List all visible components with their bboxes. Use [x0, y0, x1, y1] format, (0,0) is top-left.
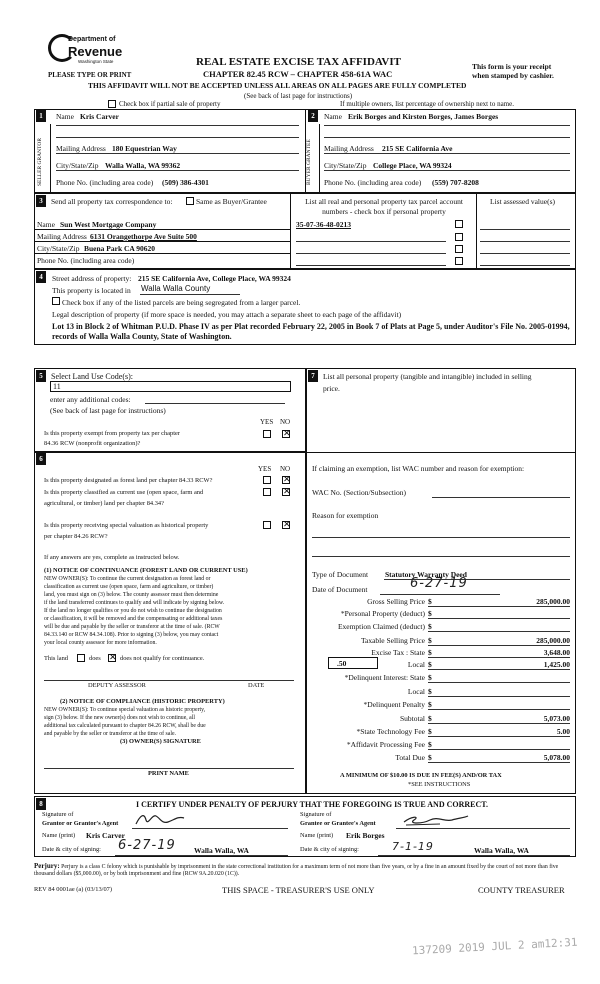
buyer-city[interactable]: College Place, WA 99324	[373, 161, 452, 170]
notice-line: your local county assessor for more information.	[44, 640, 157, 646]
sec5-see-back: (See back of last page for instructions)	[50, 406, 166, 415]
additional-codes-label: enter any additional codes:	[50, 395, 131, 404]
does-not-qualify-checkbox[interactable]: ✕	[109, 653, 117, 663]
land-use-code: 11	[53, 382, 61, 391]
corr-name-label: Name	[37, 220, 55, 229]
sec6-no-header: NO	[280, 465, 291, 473]
seller-phone-label: Phone No. (including area code)	[56, 178, 154, 187]
dollar-sign: $	[428, 727, 432, 736]
minimum-due-note: A MINIMUM OF $10.00 IS DUE IN FEE(S) AND/OR TAX	[340, 772, 502, 779]
notice-line: or classification, it will be removed and the compensating or additional taxes	[44, 616, 223, 622]
tax-label-excise-local: Local	[407, 660, 425, 669]
gross-selling-price[interactable]: 285,000.00	[536, 597, 570, 606]
perjury-notice	[34, 862, 576, 878]
notice-line: and payable by the seller or transferor at the time of sale.	[44, 731, 176, 737]
notice-line: NEW OWNER(S): To continue special valuation as historic property,	[44, 707, 206, 713]
owner-signature-label: (3) OWNER(S) SIGNATURE	[120, 738, 201, 745]
excise-tax-state[interactable]: 3,648.00	[543, 648, 570, 657]
doc-date-label: Date of Document	[312, 585, 368, 594]
same-as-buyer-checkbox[interactable]	[186, 197, 194, 205]
excise-tax-local[interactable]: 1,425.00	[543, 660, 570, 669]
forest-no-checkbox[interactable]: ✕	[283, 475, 291, 485]
tax-label-delinq-penalty: *Delinquent Penalty	[363, 700, 425, 709]
doc-type-label: Type of Document	[312, 570, 369, 579]
sec3-title: Send all property tax correspondence to:	[51, 197, 173, 206]
grantor-sig-label-1: Signature of	[42, 811, 74, 818]
forest-yes-checkbox[interactable]	[263, 476, 271, 484]
notice-compliance-title: (2) NOTICE OF COMPLIANCE (HISTORIC PROPERTY)	[60, 698, 225, 705]
segregated-label: Check box if any of the listed parcels are being segregated from a larger parcel.	[62, 298, 301, 307]
doc-type[interactable]: Statutory Warranty Deed	[385, 570, 467, 579]
personal-property-title-2: price.	[323, 384, 340, 393]
buyer-side-label: BUYER GRANTEE	[306, 139, 312, 185]
dollar-sign: $	[428, 700, 432, 709]
logo-line2: Revenue	[68, 44, 123, 59]
notice-line: sign (3) below. If the new owner(s) does not wish to continue, all	[44, 715, 195, 721]
tax-label-processing-fee: *Affidavit Processing Fee	[346, 740, 425, 749]
completion-warning: THIS AFFIDAVIT WILL NOT BE ACCEPTED UNLESS ALL AREAS ON ALL PAGES ARE FULLY COMPLETED	[88, 81, 467, 90]
grantee-sign-city[interactable]: Walla Walla, WA	[474, 846, 529, 855]
corr-city[interactable]: Buena Park CA 90620	[84, 244, 156, 253]
dollar-sign: $	[428, 660, 432, 669]
buyer-phone-label: Phone No. (including area code)	[324, 178, 422, 187]
form-title: REAL ESTATE EXCISE TAX AFFIDAVIT	[196, 56, 401, 68]
grantor-sign-city[interactable]: Walla Walla, WA	[194, 846, 249, 855]
section-5-badge: 5	[36, 370, 46, 382]
parcel-2-personal-checkbox[interactable]	[455, 233, 463, 241]
wac-label: WAC No. (Section/Subsection)	[312, 488, 406, 497]
dollar-sign: $	[428, 714, 432, 723]
historic-yes-checkbox[interactable]	[263, 521, 271, 529]
seller-city[interactable]: Walla Walla, WA 99362	[105, 161, 181, 170]
grantee-date-label: Date & city of signing:	[300, 846, 359, 853]
tax-label-delinq-interest-state: *Delinquent Interest: State	[344, 673, 425, 682]
historic-question: Is this property receiving special valuation as historical property	[44, 522, 209, 529]
perjury-text-1: Perjury is a class C felony which is punishable by imprisonment in the state correctional institution for a maximum term of not more than five years, or by	[61, 864, 420, 870]
this-land-label: This land	[44, 655, 68, 662]
perjury-text-2: a fine in an amount fixed by the court of not more than five thousand dollars ($5,000.00), or by both imprisonment and fine (RCW 9A.20.020 (1C)).	[34, 864, 559, 877]
reason-label: Reason for exemption	[312, 511, 379, 520]
current-use-question-2: agricultural, or timber) land per chapter 84.34?	[44, 500, 164, 507]
historic-question-2: per chapter 84.26 RCW?	[44, 533, 108, 540]
buyer-addr-label: Mailing Address	[324, 144, 374, 153]
corr-address[interactable]: 6131 Orangethorpe Ave Suite 500	[90, 232, 197, 241]
notice-line: 84.33.140 or RCW 84.34.108). Prior to signing (3) below, you may contact	[44, 632, 219, 638]
seller-side-label: SELLER GRANTOR	[37, 137, 43, 187]
corr-phone-label: Phone No. (including area code)	[37, 256, 135, 265]
section-8-badge: 8	[36, 798, 46, 810]
notice-line: NEW OWNER(S): To continue the current designation as forest land or	[44, 576, 211, 582]
dollar-sign: $	[428, 740, 432, 749]
assessed-title: List assessed value(s)	[490, 197, 555, 206]
same-as-buyer-label: Same as Buyer/Grantee	[196, 197, 267, 206]
see-instructions-note: *SEE INSTRUCTIONS	[408, 781, 471, 788]
if-yes-note: If any answers are yes, complete as instructed below.	[44, 554, 180, 561]
located-label: This property is located in	[52, 286, 131, 295]
tax-label-personal: *Personal Property (deduct)	[340, 609, 425, 618]
buyer-city-label: City/State/Zip	[324, 161, 367, 170]
sec6-yes-header: YES	[258, 465, 272, 473]
section-1-badge: 1	[36, 110, 46, 122]
property-county[interactable]: Walla Walla County	[141, 284, 211, 293]
exempt-question: Is this property exempt from property tax per chapter	[44, 430, 180, 437]
certify-statement: I CERTIFY UNDER PENALTY OF PERJURY THAT THE FOREGOING IS TRUE AND CORRECT.	[136, 800, 489, 809]
tax-label-exemption: Exemption Claimed (deduct)	[337, 622, 425, 631]
dollar-sign: $	[428, 597, 432, 606]
corr-city-label: City/State/Zip	[37, 244, 80, 253]
county-treasurer-label: COUNTY TREASURER	[478, 885, 565, 895]
form-revision: REV 84 0001ae (a) (03/13/07)	[34, 886, 112, 893]
partial-sale-label: Check box if partial sale of property	[119, 100, 221, 108]
exempt-no-checkbox[interactable]: ✕	[283, 429, 291, 439]
receipt-note-1: This form is your receipt	[472, 62, 552, 71]
land-use-title: Select Land Use Code(s):	[51, 372, 133, 381]
doc-date[interactable]: 6-27-19	[410, 576, 468, 591]
tax-label-subtotal: Subtotal	[399, 714, 425, 723]
exempt-question-2: 84.36 RCW (nonprofit organization)?	[44, 440, 141, 447]
print-name-label: PRINT NAME	[148, 770, 189, 777]
section-3-badge: 3	[36, 195, 46, 207]
partial-sale-checkbox[interactable]	[108, 100, 116, 108]
treasurer-use-label: THIS SPACE - TREASURER'S USE ONLY	[222, 885, 375, 895]
seller-address[interactable]: 180 Equestrian Way	[112, 144, 177, 153]
deputy-assessor-label: DEPUTY ASSESSOR	[88, 682, 146, 689]
dollar-sign: $	[428, 648, 432, 657]
forest-question: Is this property designated as forest land per chapter 84.33 RCW?	[44, 477, 213, 484]
parcel-4-personal-checkbox[interactable]	[455, 257, 463, 265]
state-technology-fee[interactable]: 5.00	[556, 727, 570, 736]
grantee-print-name[interactable]: Erik Borges	[346, 831, 385, 840]
dollar-sign: $	[428, 622, 432, 631]
current-use-no-checkbox[interactable]: ✕	[283, 487, 291, 497]
tax-label-gross: Gross Selling Price	[367, 597, 425, 606]
total-due[interactable]: 5,078.00	[543, 753, 570, 762]
legal-label: Legal description of property (if more space is needed, you may attach a separate sheet to each page of the affidavit)	[52, 310, 402, 319]
grantee-sig-label-2: Grantee or Grantee's Agent	[300, 820, 376, 827]
historic-no-checkbox[interactable]: ✕	[283, 520, 291, 530]
tax-label-excise-state: Excise Tax : State	[371, 648, 425, 657]
form-chapter: CHAPTER 82.45 RCW – CHAPTER 458-61A WAC	[203, 69, 393, 79]
tax-label-taxable: Taxable Selling Price	[360, 636, 425, 645]
please-type: PLEASE TYPE OR PRINT	[48, 71, 132, 79]
notice-line: additional tax calculated pursuant to chapter 84.26 RCW, shall be due	[44, 723, 206, 729]
corr-addr-label: Mailing Address	[37, 232, 87, 241]
notice-compliance-text	[44, 706, 206, 738]
dollar-sign: $	[428, 609, 432, 618]
does-not-label: does not qualify for continuance.	[120, 655, 205, 662]
tax-label-tech-fee: *State Technology Fee	[356, 727, 425, 736]
tax-label-total: Total Due	[395, 753, 425, 762]
property-street[interactable]: 215 SE California Ave, College Place, WA 99324	[138, 274, 291, 283]
dollar-sign: $	[428, 673, 432, 682]
seller-phone[interactable]: (509) 386-4301	[162, 178, 209, 187]
notice-line: classification as current use (open space, farm and agriculture, or timber)	[44, 584, 214, 590]
dollar-sign: $	[428, 687, 432, 696]
seller-name[interactable]: Kris Carver	[80, 112, 119, 121]
land-use-code-field[interactable]	[50, 381, 291, 392]
grantee-signature[interactable]	[400, 812, 470, 828]
parcels-title: List all real and personal property tax parcel account numbers - check box if personal property	[305, 197, 463, 216]
perjury-label: Perjury:	[34, 862, 60, 870]
tax-label-delinq-interest-local: Local	[407, 687, 425, 696]
buyer-name[interactable]: Erik Borges and Kirsten Borges, James Borges	[348, 112, 499, 121]
street-label: Street address of property:	[52, 274, 132, 283]
notice-continuance-title: (1) NOTICE OF CONTINUANCE (FOREST LAND OR CURRENT USE)	[44, 567, 248, 574]
seller-name-label: Name	[56, 112, 74, 121]
exempt-yes-checkbox[interactable]	[263, 430, 271, 438]
buyer-phone[interactable]: (559) 707-8208	[432, 178, 479, 187]
grantee-name-label: Name (print)	[300, 832, 334, 839]
seller-city-label: City/State/Zip	[56, 161, 99, 170]
grantor-sig-label-2: Grantor or Grantor's Agent	[42, 820, 119, 827]
grantor-sign-date[interactable]: 6-27-19	[118, 838, 176, 853]
grantor-name-label: Name (print)	[42, 832, 76, 839]
segregated-checkbox[interactable]	[52, 297, 60, 305]
section-2-badge: 2	[308, 110, 318, 122]
taxable-selling-price[interactable]: 285,000.00	[536, 636, 570, 645]
notice-line: land, you must sign on (3) below. The county assessor must then determine	[44, 592, 219, 598]
parcel-1-personal-checkbox[interactable]	[455, 220, 463, 228]
local-rate-box[interactable]	[328, 657, 378, 669]
dollar-sign: $	[428, 753, 432, 762]
dollar-sign: $	[428, 636, 432, 645]
buyer-address[interactable]: 215 SE California Ave	[382, 144, 453, 153]
legal-description[interactable]: Lot 13 in Block 2 of Whitman P.U.D. Phase IV as per Plat recorded February 22, 2005 in Book 7 of Plats at Page 5, under Auditor's File No. 2005-01994, records of Walla Walla County, State of Washington.	[52, 322, 570, 341]
exemption-claim-label: If claiming an exemption, list WAC number and reason for exemption:	[312, 464, 525, 473]
local-rate: .50	[337, 659, 347, 668]
corr-name[interactable]: Sun West Mortgage Company	[60, 220, 157, 229]
current-use-question: Is this property classified as current use (open space, farm and	[44, 489, 204, 496]
parcel-3-personal-checkbox[interactable]	[455, 245, 463, 253]
notice-line: will be due and payable by the seller or transferor at the time of sale. (RCW	[44, 624, 220, 630]
parcel-number[interactable]: 35-07-36-48-0213	[296, 220, 351, 229]
receipt-note-2: when stamped by cashier.	[472, 71, 554, 80]
sec5-yes-header: YES	[260, 418, 274, 426]
notice-continuance-text	[44, 575, 224, 647]
logo-line1: Department of	[68, 36, 116, 43]
multiple-owners-note: If multiple owners, list percentage of ownership next to name.	[340, 100, 514, 108]
logo-line3: Washington State	[78, 59, 114, 64]
does-label: does	[89, 655, 101, 662]
section-6-badge: 6	[36, 453, 46, 465]
notice-line: if the land transferred continues to qualify and will indicate by signing below.	[44, 600, 225, 606]
grantor-print-name[interactable]: Kris Carver	[86, 831, 125, 840]
grantee-sig-label-1: Signature of	[300, 811, 332, 818]
grantor-signature[interactable]	[134, 810, 188, 828]
does-qualify-checkbox[interactable]	[77, 654, 85, 662]
grantor-date-label: Date & city of signing:	[42, 846, 101, 853]
grantee-sign-date[interactable]: 7-1-19	[392, 840, 434, 853]
subtotal[interactable]: 5,073.00	[543, 714, 570, 723]
section-7-badge: 7	[308, 370, 318, 382]
buyer-name-label: Name	[324, 112, 342, 121]
see-back-note: (See back of last page for instructions)	[244, 92, 353, 100]
deputy-date-label: DATE	[248, 682, 265, 689]
current-use-yes-checkbox[interactable]	[263, 488, 271, 496]
sec5-no-header: NO	[280, 418, 291, 426]
section-4-badge: 4	[36, 271, 46, 283]
receipt-stamp: 137209 2019 JUL 2 am12:31	[411, 935, 578, 958]
personal-property-title: List all personal property (tangible and intangible) included in selling	[323, 372, 532, 381]
seller-addr-label: Mailing Address	[56, 144, 106, 153]
notice-line: If the land no longer qualifies or you do not wish to continue the designation	[44, 608, 222, 614]
